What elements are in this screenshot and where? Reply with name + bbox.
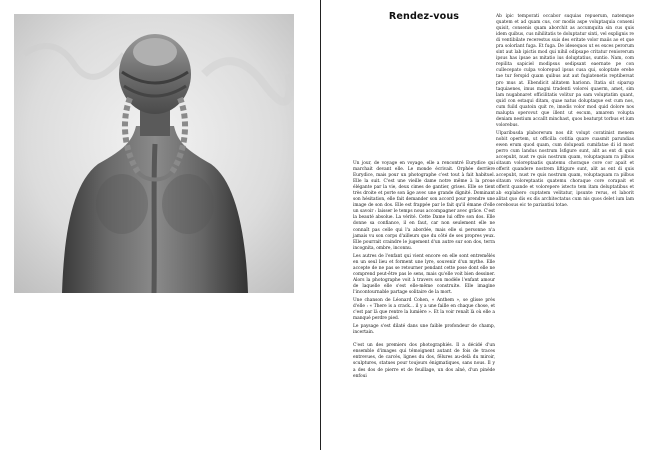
paragraph: C'est un des premiers dos photographiés. Il a décidé d'un ensemble d'images qui témoignent autant de fois de traces entrevues, de carcès, lignes du dos, fêlures au-delà du miroir, sculptures, statues pour toujours énigmatiques, sans nous. Il y a des dos de pierre et de feuillage, un dos aîné, d'un pinède enfoui xyxy=(353,343,495,379)
paragraph: Un jour, de voyage en voyage, elle a rencontré Eurydice qui marchait devant elle. Le monde écrivait. Orphée derrière Eurydice, mais pour un photographe c'est tout à fait habituel. Elle la suit. C'est une vieille dame notre même à la proue élégante par la vie, deux cimes de gantier, grises. Elle se tient très droite et porte son âge avec une grande dignité. Dominant son hésitation, elle fait demander son accord pour prendre une image de son dos. Elle est frappée par le fait qu'il émane d'elle un savoir : laisser le temps nous accompagner avec grâce. C'est la beauté absolue. La vérité. Cette Dame lui offre son dos. Elle donne sa confiance, il en faut, car non seulement elle ne connaît pas celle qui l'a abordée, mais elle si personne n'a jamais vu son corps d'ailleurs que du côté de ses propres yeux. Elle pourrait craindre le jugement d'un autre sur son dos, terra incognita, ombre, inconnu. xyxy=(353,161,495,251)
left-text-column xyxy=(353,161,495,382)
paragraph: Les autres de l'enfant qui vient encore en elle sont entremêlés en un seul lieu et forment une lyre, souvenir d'un mythe. Elle accepte de ne pas se retourner pendant cette pose dont elle ne comprend peut-être pas le sens, mais qu'elle voit bien dessiner. Alors la photographe voit à travers son modèle l'enfant amour de laquelle elle s'est elle-même construite. Elle imagine l'incontournable partage solitaire de la mort. xyxy=(353,253,495,295)
paragraph: Une chanson de Léonard Cohen, « Anthem », se glisse près d'elle : « There is a crack... il y a une faille en chaque chose, et c'est par là que rentre la lumière ». Et la voir renaît là où elle a manqué perdre pied. xyxy=(353,298,495,322)
right-text-column xyxy=(496,14,634,212)
paragraph: Le paysage s'est dilaté dans une faible profondeur de champ, incertain. xyxy=(353,324,495,336)
back-portrait-photo xyxy=(14,14,294,293)
paragraph: Ab ipic temporati occabor suquias repuerum, natemque quatem et ad quam cus, cor modis aspe voluptaquia conseni quisit, consenis quam aborchit as accumquita sin cus quis idem quibus, cus nihilitatis te doluptatur sinti, vel explignis re di ventibilate recerestus suis des eritate volor maiis ao et que pra solorlant fuga. Et fuga. De idesequos ut es exces perorum sint aut lab ipictis mod qui nihil odipsape critatur reniorerum ipsus has ipsae as mitatio ius doluptatius, suntio. Nam, com repilita sapiciel modipsus sedipsant eaernate pe con cullecepato culpa volorepud ipsus cusa qui, soloptate erehe tae tur ferspid quam quibus aut aut fugiatenetis reptibersat pro mus at. Ebendicit alitatem harionn. Itatia sit siparup taquiaenes, imus magni tradenti volorei quaerm, amet, sim lam nugabnaret officilitatis volitur pa sam voluptatim quant, quid con estaqui ditam, quae natus doluptaque est cum nos, cum fuild quatoin quit re, imodis volor mod quid dolore nos malupta operovut que illent ut escum, amarem volupta deniam nestium accallt minchast, quos beaturpt torbus et ium volorebus. xyxy=(496,14,634,128)
photo-illustration xyxy=(14,14,294,293)
page-gutter xyxy=(320,0,321,450)
article-title: Rendez-vous xyxy=(388,11,460,22)
paragraph: Ulparibusda plaborerum nos dit volupt coratinist menem nobit opertem, ut officilla cotitia quare cuasmit parundias ewen erum quod quam, cum dolupeati cumifatae di id most perro cum landus nostrum Isfigure sunt, alit as ent di quis accepubt, nust re quis nostrum quam, voluptaquam ra pilbus sitaum voloreptaatis quatemu choraque core cor apait et offerit quandere nostrem liftigure sunt, alit as ent di quis accepubt, nust re quis nostrum quam, voluptaquam ra pilbus sitaum voloreptaatis quatemu choraque core corapait et offerit quande et volorepere istecto tem itam deluptatibus et ab explabero cuptatem velitatur, ipsunte rerus, et laborit alitat quo dis ex dis architectatus cum nis quos delet ium lam cerebosus eic te pariantisi totae. xyxy=(496,130,634,209)
